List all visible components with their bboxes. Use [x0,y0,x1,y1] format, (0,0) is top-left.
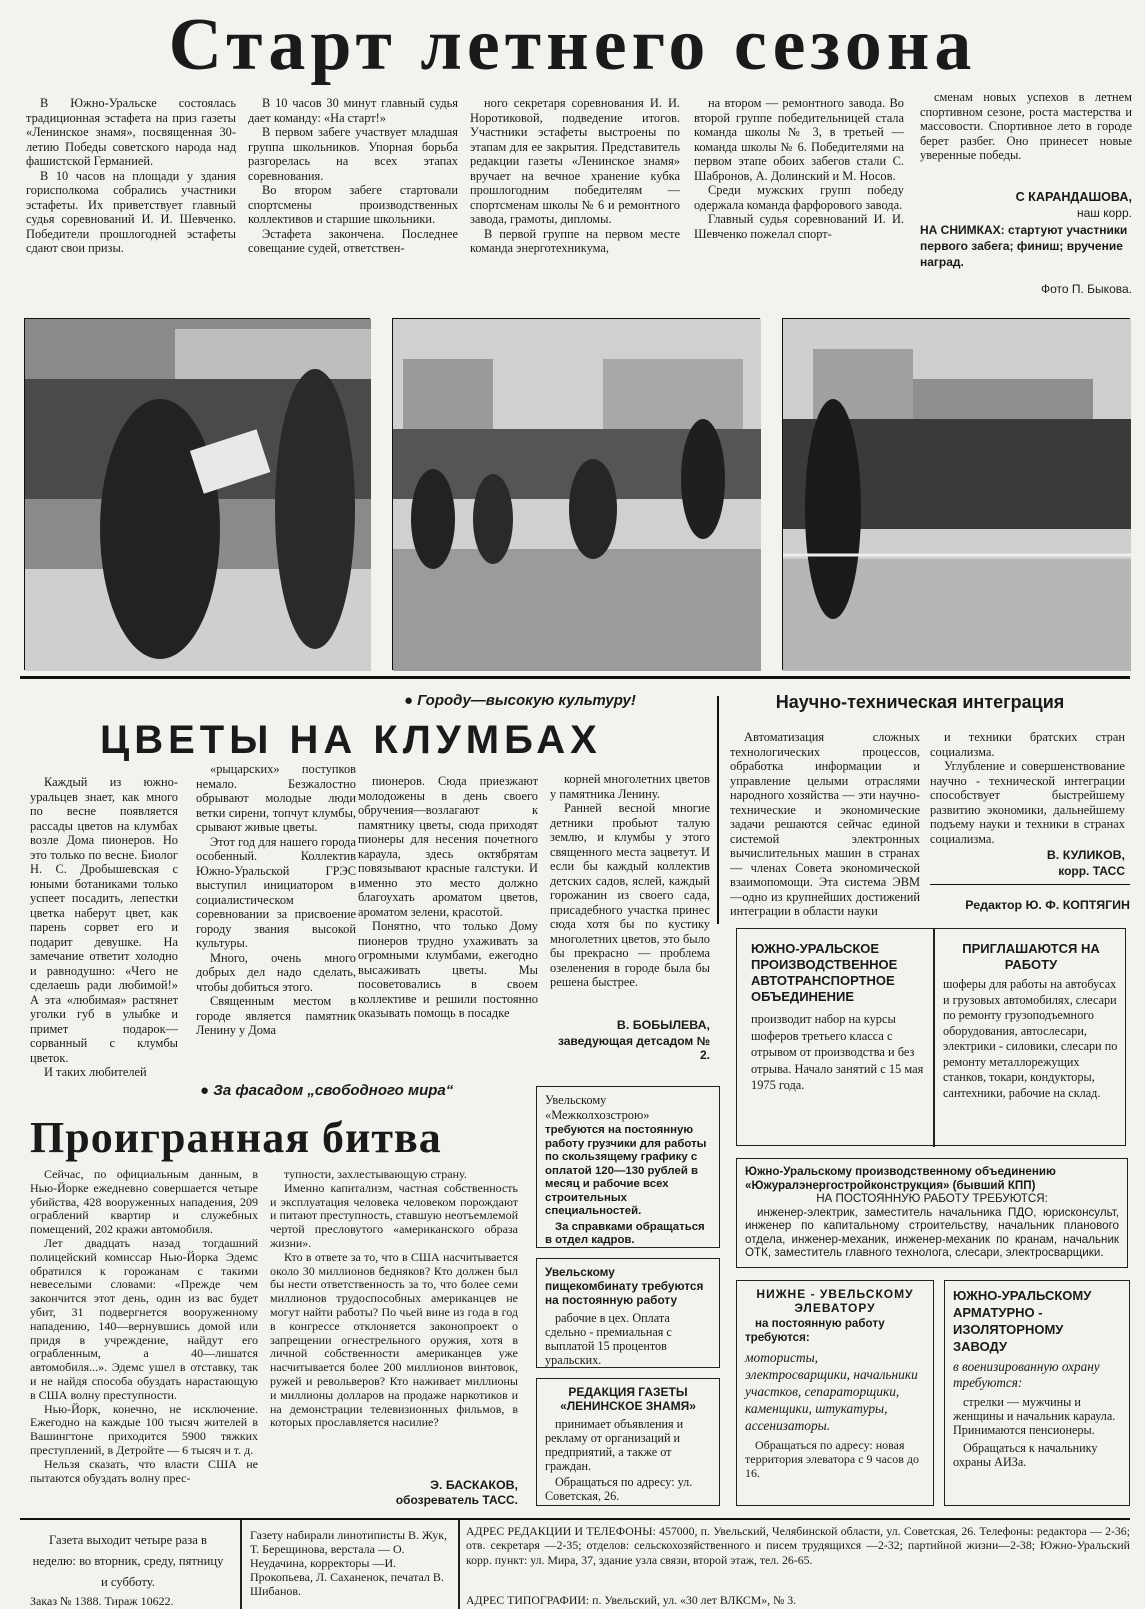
flowers-col1 [30,775,178,1079]
redaction-ad-contact: Обращаться по адресу: ул. Советская, 26. [545,1475,693,1503]
author-role: наш корр. [1076,206,1132,220]
paragraph: на втором — ремонтного завода. Во второй группе победительницей стала команда школы № 3, в третьей — команда школы № 6. Победителями на первом этапе обоих забегов стали С. Шабронов, А. Долинский и М. Носов. [694,96,904,183]
editor-rule [930,884,1130,885]
battle-rubric: ● За фасадом „свободного мира“ [200,1082,454,1099]
mezh-ad-contact: За справками обращаться в отдел кадров. [545,1220,705,1246]
flowers-col3 [358,774,538,1064]
paragraph: «рыцарских» поступков немало. Безжалостно обрывают молодые люди ветки сирени, топчут клумбы, срывают живые цветы. [196,762,356,834]
paragraph: В 10 часов на площади у здания горисполкома собрались участники эстафеты. Их приветствует главный судья соревнований И. И. Шевченко. Победители прошлогодней эстафеты сдают свои призы. [26,168,236,255]
photo-caption [920,222,1132,270]
footer-split-2 [458,1520,460,1609]
footer-address: АДРЕС РЕДАКЦИИ И ТЕЛЕФОНЫ: 457000, п. Увельский, Челябинской области, ул. Советская, 26. Телефоны: редактора — 2-36; отв. секретаря —2-35; отделов: сельскохозяйственного и писем трудящихся —2-32; партийной жизни—2-38; Южно-Уральский корр. пункт: ул. Мира, 37, здание узла связи, второй этаж, тел. 26-65. [466,1524,1130,1567]
flowers-col4 [550,772,710,1010]
redaction-ad [536,1378,720,1506]
auto-ad [751,941,927,1094]
caption-label: НА СНИМКАХ: [920,223,1005,237]
photo-credit: Фото П. Быкова. [1040,282,1132,296]
mezh-ad-heading: Увельскому «Межколхозстрою» [545,1093,650,1122]
invite-ad-body: шоферы для работы на автобусах и грузовых автомобилях, слесари по ремонту грузоподъемного оборудования, автослесари, электрики - силовики, слесари по ремонту металлорежущих станков, токари, кондукторы, сантехники, рабочие на склад. [943,977,1118,1100]
photo-start-image [25,319,371,671]
mezh-ad-body: требуются на постоянную работу грузчики для работы по скользящему графику с оплатой 120—130 рублей в месяц и рабочие всех строительных специальностей. [545,1124,707,1217]
auto-invite-box [736,928,1126,1146]
armat-ad [944,1280,1130,1506]
invite-ad-heading: ПРИГЛАШАЮТСЯ НА РАБОТУ [962,941,1100,972]
elevator-ad [736,1280,934,1506]
paragraph: Каждый из южно-уральцев знает, как много по весне появляется рассады цветов на клумбах возле Дома пионеров. Но это только по весне. Биолог Н. С. Дробышевская с юными ботаниками только успеет посадить, лепестки цветка наберут цвет, как парень сорвет его и подарит девушке. На замечание ответит холодно и равнодушно: «Чего не сделаешь ради любимой!» А эта «любимая» растянет уголки губ в улыбке и примет подарок—сорванный с клумбы цветок. [30,775,178,1065]
paragraph: Среди мужских групп победу одержала команда фарфорового завода. [694,183,904,212]
page-headline: Старт летнего сезона [168,4,977,86]
photo-finish-image [783,319,1131,671]
paragraph: Лет двадцать назад тогдашний полицейский комиссар Нью-Йорка Эдемс обратился к горожанам с такими невеселыми словами: «Прежде чем закончится этот день, один из вас будет убит, 31 подвергнется вооруженному нападению, 140—вернувшись домой или придя в учреждение, найдут его ограбленным, а 40—лишатся автомобиля...». Эдемс ушел в отставку, так и не найдя способа обуздать нарастающую в США волну преступности. [30,1235,258,1402]
paragraph: В первом забеге участвует младшая группа школьников. Упорная борьба разгорелась на всех этапах соревнования. [248,125,458,183]
photo-race [392,318,760,670]
battle-title: Проигранная битва [30,1113,442,1162]
armat-ad-heading: ЮЖНО-УРАЛЬСКОМУ АРМАТУРНО - ИЗОЛЯТОРНОМУ ЗАВОДУ [953,1288,1092,1354]
footer-print: АДРЕС ТИПОГРАФИИ: п. Увельский, ул. «30 лет ВЛКСМ», № 3. [466,1593,797,1607]
footer-schedule: Газета выходит четыре раза в неделю: во вторник, среду, пятницу и субботу. [32,1533,224,1589]
energo-ad-sub: НА ПОСТОЯННУЮ РАБОТУ ТРЕБУЮТСЯ: [816,1192,1048,1205]
paragraph: Углубление и совершенствование научно - технической интеграции способствует быстрейшему развитию экономики, дальнейшему подъему науки и техники в странах социализма. [930,759,1125,846]
paragraph: Главный судья соревнований И. И. Шевченко пожелал спорт- [694,212,904,241]
integration-author-role: корр. ТАСС [1058,864,1125,878]
integration-title: Научно-техническая интеграция [775,692,1065,712]
article-start-col4 [694,96,904,304]
elevator-ad-contact: Обращаться по адресу: новая территория элеватора с 9 часов до 16. [745,1438,919,1480]
flowers-col2 [196,762,356,1065]
paragraph: Много, очень много добрых дел надо сделать, чтобы добиться этого. [196,950,356,994]
battle-author-role: обозреватель ТАСС. [395,1493,518,1507]
footer-order: Заказ № 1388. Тираж 10622. [30,1594,174,1608]
article-start-col2 [248,96,458,304]
flowers-title: ЦВЕТЫ НА КЛУМБАХ [100,718,602,762]
paragraph: корней многолетних цветов у памятника Ленину. [550,772,710,801]
energo-ad [736,1158,1128,1268]
energo-ad-heading: Южно-Уральскому производственному объединению «Южуралэнергостройконструкция» (бывший КПП) [745,1165,1056,1192]
pishche-ad-body: рабочие в цех. Оплата сдельно - премиальная с выплатой 15 процентов уральских. [545,1311,672,1367]
armat-ad-body: стрелки — мужчины и женщины и начальник караула. Принимаются пенсионеры. [953,1395,1116,1437]
flowers-rubric: ● Городу—высокую культуру! [404,692,636,709]
article-start-col5: сменам новых успехов в летнем спортивном сезоне, роста мастерства и массовости. Спортивное лето в городе берет разбег. Оно принесет новые уверенные победы. [920,90,1132,162]
footer-staff: Газету набирали линотиписты В. Жук, Т. Берещинова, верстала — О. Неудачина, корректоры —И. Прокопьева, Л. Саханенок, печатал В. Шибанов. [250,1528,448,1598]
paragraph: Эстафета закончена. Последнее совещание судей, ответствен- [248,226,458,255]
flowers-author-role: заведующая детсадом № 2. [557,1034,710,1062]
battle-col2 [270,1168,518,1468]
integration-author: В. КУЛИКОВ, [1046,848,1125,862]
battle-author: Э. БАСКАКОВ, [430,1478,518,1492]
paragraph: В Южно-Уральске состоялась традиционная эстафета на приз газеты «Ленинское знамя», посвященная 30-летию Победы советского народа над фашистской Германией. [26,96,236,168]
paragraph: Кто в ответе за то, что в США насчитывается около 30 миллионов бедняков? Кто должен был бы нести ответственность за то, что более семи миллионов трудоспособных американцев не могут найти работы? По чьей вине из года в год в конгрессе отклоняется законопроект о запрещении огнестрельного оружия, хотя в личной собственности американцев уже насчитывается более 200 миллионов винтовок, ружей и револьверов? Кто наживает миллионы и миллионы долларов на продаже наркотиков и на демонстрации телевизионных фильмов, в которых прославляется насилие? [270,1249,518,1430]
integration-border [717,696,719,924]
integration-col2 [930,730,1125,846]
box-split [933,929,935,1147]
redaction-ad-heading: РЕДАКЦИЯ ГАЗЕТЫ «ЛЕНИНСКОЕ ЗНАМЯ» [560,1385,696,1413]
paragraph: Священным местом в городе является памятник Ленину у Дома [196,994,356,1037]
article-start-col3 [470,96,680,304]
caption-text: стартуют участники первого забега; финиш; вручение наград. [920,223,1128,269]
paragraph: пионеров. Сюда приезжают молодожены в день своего обручения—возлагают к памятнику цветы, сюда приходят пионеры для несения почетного караула, здесь октябрятам повязывают красные галстуки. И именно это место должно благоухать ароматом цветов, ароматом зелени, красотой. [358,774,538,919]
article-start-col1 [26,96,236,304]
energo-ad-body: инженер-электрик, заместитель начальника ПДО, юрисконсульт, инженер по капитальному строительству, начальник планового отдела, инженер-механик, инженер-механик по кранам, начальник ОТК, заместитель главного технолога, слесари, электросварщики. [745,1205,1119,1259]
footer-rule [20,1518,1130,1520]
photo-race-image [393,319,761,671]
armat-ad-sub: в военизированную охрану требуются: [953,1359,1100,1390]
paragraph: ного секретаря соревнования И. И. Норотиковой, подведение итогов. Участники эстафеты выстроены по этапам для ее закрытия. Представитель редакции газеты «Ленинское знамя» вручает на вечное хранение кубка прошлогодним победителям — спортсменам школы № 6 и ремонтного завода, грамоты, дипломы. [470,96,680,226]
battle-col1 [30,1168,258,1490]
paragraph: Во втором забеге стартовали спортсмены производственных коллективов и старшие школьники. [248,183,458,226]
paragraph: Нью-Йорк, конечно, не исключение. Ежегодно на каждые 100 тысяч жителей в Вашингтоне приходится 5900 тяжких преступлений, в Детройте — 6 тысяч и т. д. [30,1401,258,1457]
pishche-ad-heading: Увельскому пищекомбинату требуются на постоянную работу [545,1265,704,1307]
elevator-ad-sub: на постоянную работу требуются: [745,1317,885,1344]
footer-split-1 [240,1520,242,1609]
photo-start [24,318,370,670]
paragraph: Нельзя сказать, что власти США не пытаются обуздать волну прес- [30,1456,258,1485]
paragraph: В 10 часов 30 минут главный судья дает команду: «На старт!» [248,96,458,125]
paragraph: И таких любителей [44,1065,147,1079]
pishche-ad [536,1258,720,1368]
auto-ad-body: производит набор на курсы шоферов третьего класса с отрывом от производства и без отрыва. Начало занятий с 15 мая 1975 года. [751,1012,924,1092]
redaction-ad-body: принимает объявления и рекламу от организаций и предприятий, а также от граждан. [545,1417,684,1473]
paragraph: и техники братских стран социализма. [930,730,1125,759]
armat-ad-contact: Обращаться к начальнику охраны АИЗа. [953,1441,1098,1469]
mezh-ad [536,1086,720,1248]
integration-col1: Автоматизация сложных технологических процессов, обработка информации и управление целыми отраслями народного хозяйства — эти научно-технические и экономические задачи решаются сейчас единой системой электронных вычислительных машин в странах — членах Совета экономической взаимопомощи. Эта система ЭВМ—одно из крупнейших достижений интеграции в области науки [730,730,920,918]
elevator-ad-heading: НИЖНЕ - УВЕЛЬСКОМУ ЭЛЕВАТОРУ [756,1287,914,1315]
invite-ad [943,941,1119,1101]
paragraph: Этот год для нашего города особенный. Коллектив Южно-Уральской ГРЭС выступил инициатором в социалистическом соревновании за присвоение городу звания высокой культуры. [196,834,356,950]
paragraph: Именно капитализм, частная собственность и эксплуатация человека человеком порождают и питают преступность, ставшую неотъемлемой чертой пресловутого «американского образа жизни». [270,1180,518,1250]
paragraph: Сейчас, по официальным данным, в Нью-Йорке ежедневно совершается четыре убийства, 428 вооруженных нападения, 209 ограблений квартир и служебных помещений, 202 кражи автомобиля. [30,1167,258,1237]
section-divider [20,676,1130,679]
paragraph: Понятно, что только Дому пионеров трудно ухаживать за огромными клумбами, ежегодно высаживать цветы. Мы посоветовались в своем коллективе и решили постоянно оказывать помощь в посадке [358,919,538,1020]
author-name: С КАРАНДАШОВА, [1015,190,1132,204]
flowers-author: В. БОБЫЛЕВА, [616,1018,710,1032]
photo-finish [782,318,1130,670]
elevator-ad-body: мотористы, электросварщики, начальники участков, сепараторщики, каменщики, штукатуры, ассенизаторы. [745,1350,918,1433]
paragraph: Ранней весной многие детники пробьют талую землю, и клумбы у этого священного места зацветут. И если бы каждый коллектив детских садов, яслей, каждый горожанин из своего сада, присадебного участка принес сюда хотя бы по кустику многолетних цветов, это было бы прекрасно — проблема озеленения в городе была бы решена быстрее. [550,801,710,989]
auto-ad-heading: ЮЖНО-УРАЛЬСКОЕ ПРОИЗВОДСТВЕННОЕ АВТОТРАНСПОРТНОЕ ОБЪЕДИНЕНИЕ [751,941,898,1004]
paragraph: В первой группе на первом месте команда энерготехникума, [470,226,680,255]
paragraph: тупности, захлестывающую страну. [284,1167,467,1181]
editor-line: Редактор Ю. Ф. КОПТЯГИН [965,898,1130,912]
